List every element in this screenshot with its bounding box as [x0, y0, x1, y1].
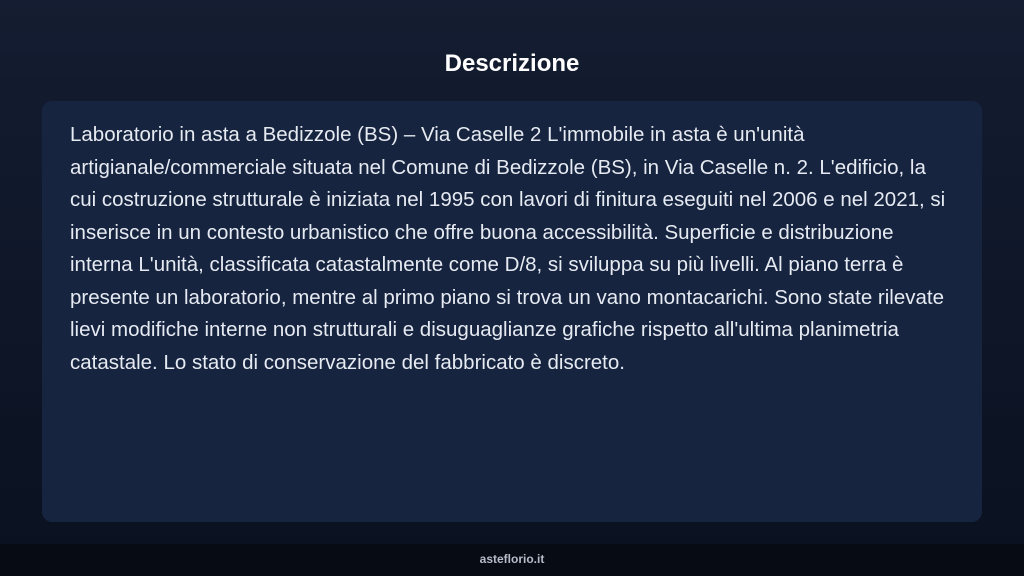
description-card: [42, 101, 982, 522]
description-text: Laboratorio in asta a Bedizzole (BS) – Via Caselle 2 L'immobile in asta è un'unità artigianale/commerciale situata nel Comune di Bedizzole (BS), in Via Caselle n. 2. L'edificio, la cui costruzione strutturale è iniziata nel 1995 con lavori di finitura eseguiti nel 2006 e nel 2021, si inserisce in un contesto urbanistico che offre buona accessibilità. Superficie e distribuzione interna L'unità, classificata catastalmente come D/8, si sviluppa su più livelli. Al piano terra è presente un laboratorio, mentre al primo piano si trova un vano montacarichi. Sono state rilevate lievi modifiche interne non strutturali e disuguaglianze grafiche rispetto all'ultima planimetria catastale. Lo stato di conservazione del fabbricato è discreto.: [70, 123, 946, 374]
footer-bar: [0, 544, 1024, 576]
section-title: Descrizione: [444, 50, 580, 77]
footer-site-name: asteflorio.it: [479, 552, 545, 566]
